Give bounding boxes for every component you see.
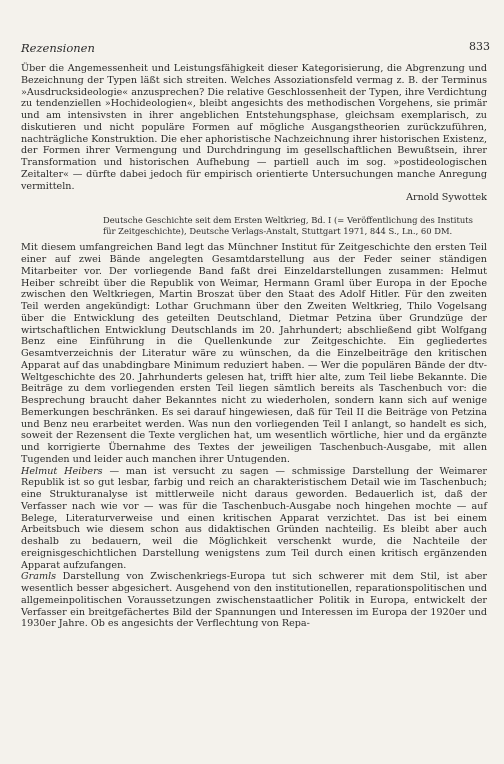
page-number: 833 [469,40,490,53]
running-header-section: Rezensionen [21,41,95,55]
review-1-paragraph: Über die Angemessenheit und Leistungsfähigkeit dieser Kategorisierung, die Abgrenzung und Bezeichnung der Typen läßt sich streiten. Welches Assoziationsfeld vermag z. B. der Terminus »Ausdrucksideologie« anzusprechen? Die relative Geschlossenheit der Typen, ihre Verdichtung zu tendenziellen »Hochideologien«, bleibt angesichts des methodischen Vorgehens, sie primär und am intensivsten in ihrer angeblichen Entstehungsphase, gleichsam exemplarisch, zu diskutieren und nicht populäre Formen auf mögliche Ausgangstheorien zurückzuführen, nachträgliche Konstruktion. Die eher aphoristische Nachzeichnung ihrer historischen Existenz, der Formen ihrer Vermengung und Durchdringung im gesellschaftlichen Bewußtsein, ihrer Transformation und historischen Aufhebung — partiell auch im sog. »postideologischen Zeitalter« — dürfte dabei jedoch für empirisch orientierte Untersuchungen manche Anregung vermitteln. [21,63,487,192]
review-2-paragraph-2 [21,466,487,572]
paragraph-2-text: — man ist versucht zu sagen — schmissige Darstellung der Weimarer Republik ist so gut lesbar, farbig und reich an charakteristischem Detail wie im Taschenbuch; eine Strukturanalyse ist mittlerweile nicht daraus geworden. Bedauerlich ist, daß der Verfasser nach wie vor — was für die Taschenbuch-Ausgabe noch hingehen mochte — auf Belege, Literaturverweise und einen kritischen Apparat verzichtet. Das ist bei einem Arbeitsbuch wie diesem schon aus didaktischen Gründen nachteilig. Es bleibt aber auch deshalb zu bedauern, weil die Möglichkeit verschenkt wurde, die Nachteile der ereignisgeschichtlichen Darstellung wenigstens zum Teil durch einen kritisch ergänzenden Apparat aufzufangen. [21,465,487,571]
page-body [21,63,487,630]
author-name-heiber: Helmut Heibers [21,465,103,477]
bibliographic-entry: Deutsche Geschichte seit dem Ersten Weltkrieg, Bd. I (= Veröffentlichung des Instituts für Zeitgeschichte), Deutsche Verlags-Anstalt, Stuttgart 1971, 844 S., Ln., 60 DM. [103,214,473,237]
paragraph-3-text: Darstellung von Zwischenkriegs-Europa tut sich schwerer mit dem Stil, ist aber wesentlich besser abgesichert. Ausgehend von den institutionellen, reparationspolitischen und allgemeinpolitischen Voraussetzungen zwischenstaatlicher Politik in Europa, entwickelt der Verfasser ein breitgefächertes Bild der Spannungen und Interessen im Europa der 1920er und 1930er Jahre. Ob es angesichts der Verflechtung von Repa- [21,571,487,630]
review-2-paragraph-3 [21,571,487,630]
author-name-graml: Gramls [21,571,57,583]
review-2-paragraph-1: Mit diesem umfangreichen Band legt das Münchner Institut für Zeitgeschichte den ersten Teil einer auf zwei Bände angelegten Gesamtdarstellung aus der Feder seiner ständigen Mitarbeiter vor. Der vorliegende Band faßt drei Einzeldarstellungen zusammen: Helmut Heiber schreibt über die Republik von Weimar, Hermann Graml über Europa in der Epoche zwischen den Weltkriegen, Martin Broszat über den Staat des Adolf Hitler. Für den zweiten Teil werden angekündigt: Lothar Gruchmann über den Zweiten Weltkrieg, Thilo Vogelsang über die Entwicklung des geteilten Deutschland, Dietmar Petzina über Grundzüge der wirtschaftlichen Entwicklung Deutschlands im 20. Jahrhundert; abschließend gibt Wolfgang Benz eine Einführung in die Quellenkunde zur Zeitgeschichte. Ein gegliedertes Gesamtverzeichnis der Literatur wäre zu wünschen, da die Einzelbeiträge den kritischen Apparat auf das unabdingbare Minimum reduziert haben. — Wer die populären Bände der dtv-Weltgeschichte des 20. Jahrhunderts gelesen hat, trifft hier alte, zum Teil liebe Bekannte. Die Beiträge zu dem vorliegenden ersten Teil liegen sämtlich bereits als Taschenbuch vor: die Besprechung braucht daher Bekanntes nicht zu wiederholen, sondern kann sich auf wenige Bemerkungen beschränken. Es sei darauf hingewiesen, daß für Teil II die Beiträge von Petzina und Benz neu erarbeitet werden. Was nun den vorliegenden Teil I anlangt, so handelt es sich, soweit der Rezensent die Texte verglichen hat, um wesentlich wörtliche, hier und da ergänzte und korrigierte Übernahme des Textes der jeweiligen Taschenbuch-Ausgabe, mit allen Tugenden und leider auch manchen ihrer Untugenden. [21,242,487,465]
reviewer-signature: Arnold Sywottek [406,192,487,204]
